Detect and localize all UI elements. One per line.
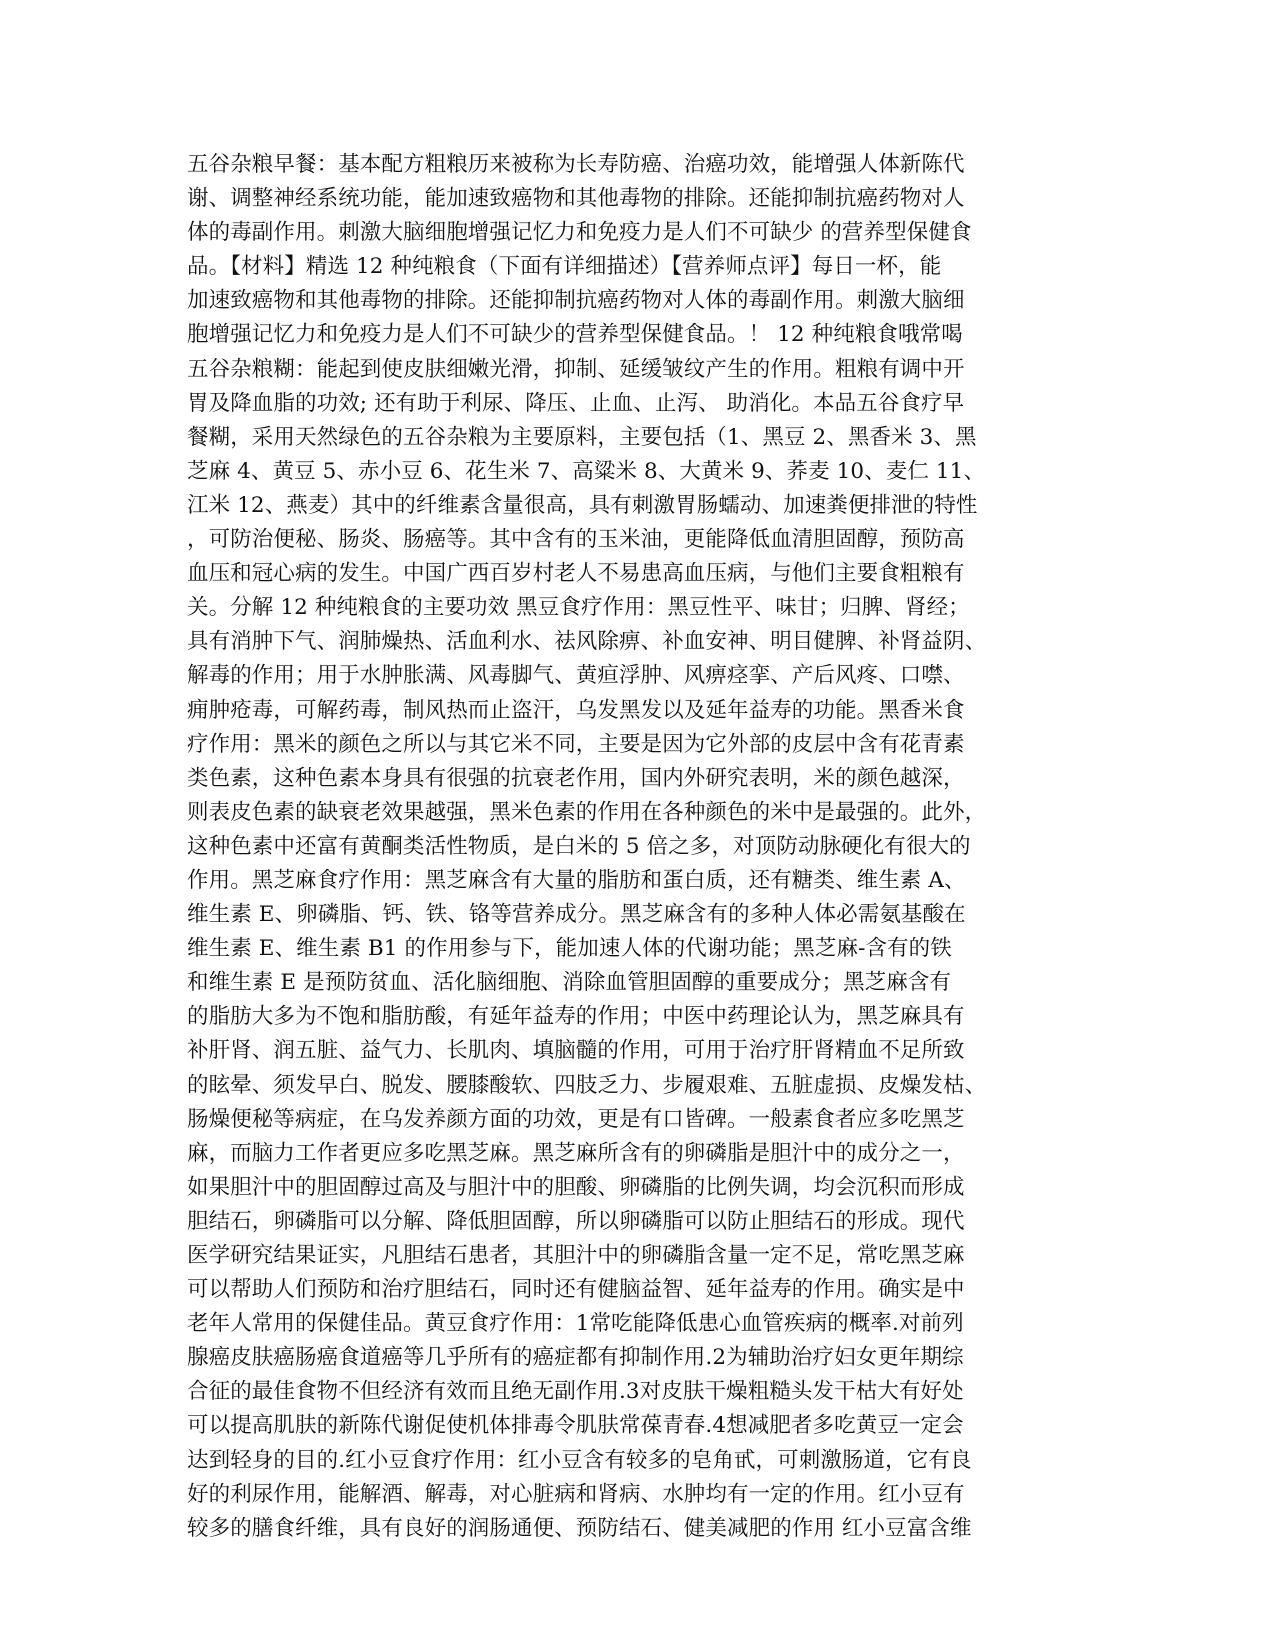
- text-line: ，可防治便秘、肠炎、肠癌等。其中含有的玉米油，更能降低血清胆固醇，预防高: [187, 527, 965, 553]
- body-text: [187, 148, 1087, 1546]
- text-line: 可以帮助人们预防和治疗胆结石，同时还有健脑益智、延年益寿的作用。确实是中: [187, 1277, 965, 1303]
- text-line: 如果胆汁中的胆固醇过高及与胆汁中的胆酸、卵磷脂的比例失调，均会沉积而形成: [187, 1174, 965, 1200]
- text-line: 痈肿疮毒，可解药毒，制风热而止盗汗，乌发黑发以及延年益寿的功能。黑香米食: [187, 697, 965, 723]
- text-line: 的眩晕、须发早白、脱发、腰膝酸软、四肢乏力、步履艰难、五脏虚损、皮燥发枯、: [187, 1072, 987, 1098]
- text-line: 的脂肪大多为不饱和脂肪酸，有延年益寿的作用；中医中药理论认为，黑芝麻具有: [187, 1004, 965, 1030]
- text-line: 关。分解 12 种纯粮食的主要功效 黑豆食疗作用：黑豆性平、味甘；归脾、肾经；: [187, 595, 970, 621]
- text-line: 餐糊，采用天然绿色的五谷杂粮为主要原料，主要包括（1、黑豆 2、黑香米 3、黑: [187, 424, 977, 450]
- text-line: 补肝肾、润五脏、益气力、长肌肉、填脑髓的作用，可用于治疗肝肾精血不足所致: [187, 1038, 965, 1064]
- text-line: 五谷杂粮糊：能起到使皮肤细嫩光滑，抑制、延缓皱纹产生的作用。粗粮有调中开: [187, 356, 965, 382]
- text-line: 麻，而脑力工作者更应多吃黑芝麻。黑芝麻所含有的卵磷脂是胆汁中的成分之一，: [187, 1140, 965, 1166]
- text-line: 和维生素 E 是预防贫血、活化脑细胞、消除血管胆固醇的重要成分；黑芝麻含有: [187, 970, 952, 996]
- text-line: 这种色素中还富有黄酮类活性物质，是白米的 5 倍之多，对顶防动脉硬化有很大的: [187, 833, 971, 859]
- text-line: 血压和冠心病的发生。中国广西百岁村老人不易患高血压病，与他们主要食粗粮有: [187, 561, 965, 587]
- text-line: 品。【材料】精选 12 种纯粮食（下面有详细描述）【营养师点评】每日一杯，能: [187, 254, 942, 280]
- text-line: 医学研究结果证实，凡胆结石患者，其胆汁中的卵磷脂含量一定不足，常吃黑芝麻: [187, 1243, 965, 1268]
- text-line: 五谷杂粮早餐：基本配方粗粮历来被称为长寿防癌、治癌功效，能增强人体新陈代: [187, 152, 965, 177]
- text-line: 较多的膳食纤维，具有良好的润肠通便、预防结石、健美减肥的作用 红小豆富含维: [187, 1515, 972, 1541]
- text-line: 体的毒副作用。刺激大脑细胞增强记忆力和免疫力是人们不可缺少 的营养型保健食: [187, 220, 972, 246]
- text-line: 芝麻 4、黄豆 5、赤小豆 6、花生米 7、高粱米 8、大黄米 9、荞麦 10、麦仁 11、: [187, 458, 986, 484]
- text-line: 疗作用：黑米的颜色之所以与其它米不同，主要是因为它外部的皮层中含有花青素: [187, 731, 965, 757]
- text-line: 江米 12、燕麦）其中的纤维素含量很高，具有刺激胃肠蠕动、加速粪便排泄的特性: [187, 492, 978, 518]
- text-line: 维生素 E、维生素 B1 的作用参与下，能加速人体的代谢功能；黑芝麻-含有的铁: [187, 936, 952, 962]
- text-line: 作用。黑芝麻食疗作用：黑芝麻含有大量的脂肪和蛋白质，还有糖类、维生素 A、: [187, 867, 966, 893]
- text-line: 具有消肿下气、润肺燥热、活血利水、祛风除痹、补血安神、明目健脾、补肾益阴、: [187, 629, 987, 655]
- text-line: 可以提高肌肤的新陈代谢促使机体排毒令肌肤常葆青春.4想减肥者多吃黄豆一定会: [187, 1413, 964, 1439]
- text-line: 腺癌皮肤癌肠癌食道癌等几乎所有的癌症都有抑制作用.2为辅助治疗妇女更年期综: [187, 1345, 964, 1371]
- text-line: 谢、调整神经系统功能，能加速致癌物和其他毒物的排除。还能抑制抗癌药物对人: [187, 186, 965, 212]
- text-line: 胃及降血脂的功效; 还有助于利尿、降压、止血、止泻、 助消化。本品五谷食疗早: [187, 390, 965, 416]
- text-line: 好的利尿作用，能解酒、解毒，对心脏病和肾病、水肿均有一定的作用。红小豆有: [187, 1481, 965, 1507]
- text-line: 则表皮色素的缺衰老效果越强，黑米色素的作用在各种颜色的米中是最强的。此外，: [187, 799, 987, 825]
- text-line: 肠燥便秘等病症，在乌发养颜方面的功效，更是有口皆碑。一般素食者应多吃黑芝: [187, 1106, 965, 1132]
- text-line: 胆结石，卵磷脂可以分解、降低胆固醇，所以卵磷脂可以防止胆结石的形成。现代: [187, 1208, 965, 1234]
- text-line: 解毒的作用；用于水肿胀满、风毒脚气、黄疸浮肿、风痹痉挛、产后风疼、口噤、: [187, 663, 965, 689]
- text-line: 维生素 E、卵磷脂、钙、铁、铬等营养成分。黑芝麻含有的多种人体必需氨基酸在: [187, 902, 966, 928]
- text-line: 老年人常用的保健佳品。黄豆食疗作用：1常吃能降低患心血管疾病的概率.对前列: [187, 1311, 964, 1337]
- text-line: 类色素，这种色素本身具有很强的抗衰老作用，国内外研究表明，米的颜色越深，: [187, 765, 965, 791]
- text-line: 胞增强记忆力和免疫力是人们不可缺少的营养型保健食品。！ 12 种纯粮食哦常喝: [187, 322, 963, 348]
- text-line: 合征的最佳食物不但经济有效而且绝无副作用.3对皮肤干燥粗糙头发干枯大有好处: [187, 1379, 964, 1405]
- text-line: 加速致癌物和其他毒物的排除。还能抑制抗癌药物对人体的毒副作用。刺激大脑细: [187, 288, 965, 314]
- text-line: 达到轻身的目的.红小豆食疗作用：红小豆含有较多的皂角甙，可刺激肠道，它有良: [187, 1447, 972, 1473]
